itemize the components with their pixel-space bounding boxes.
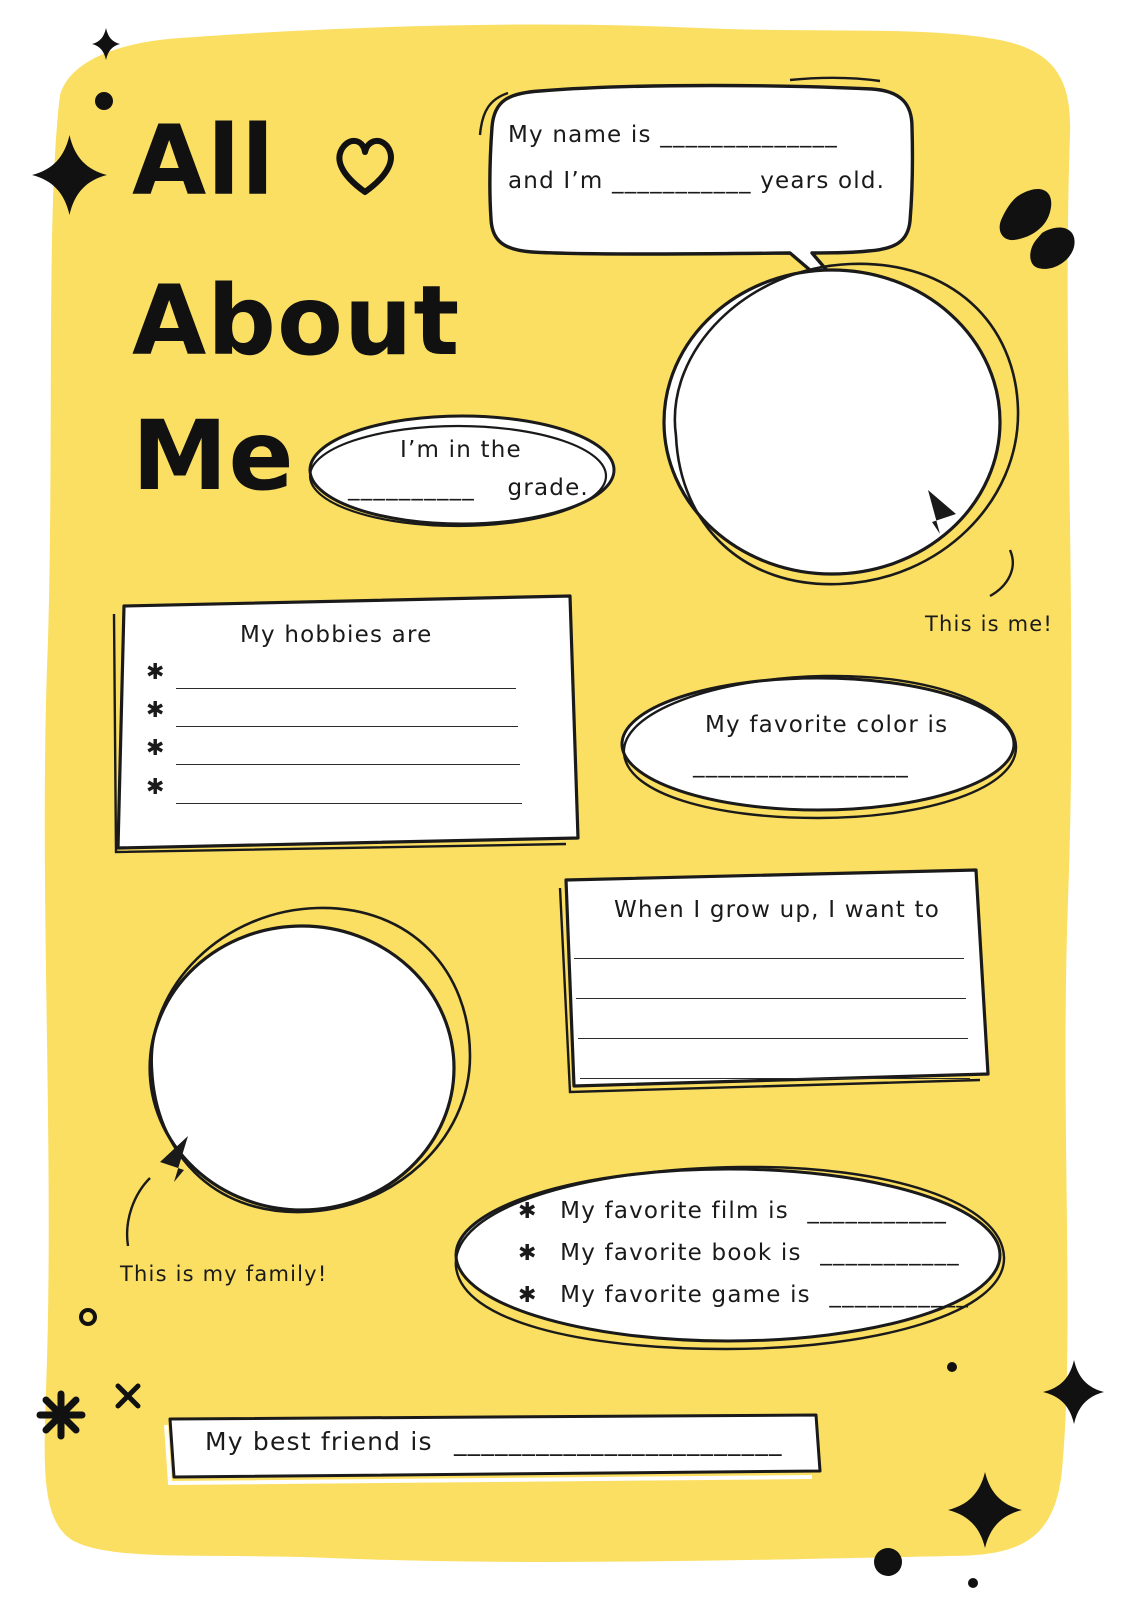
hobbies-heading: My hobbies are [240, 622, 433, 648]
name-label: My name is [508, 122, 652, 148]
age-blank[interactable]: ___________ [612, 168, 752, 194]
favorite-game-blank[interactable]: ___________ [829, 1282, 970, 1308]
favorites-item-3 [518, 1282, 969, 1308]
grow-up-line-4[interactable] [580, 1078, 970, 1079]
asterisk-icon: ✱ [146, 775, 165, 800]
hobbies-line-4[interactable] [176, 803, 522, 804]
name-bubble-line2 [508, 168, 885, 194]
grade-line1: I’m in the [400, 437, 522, 463]
photo-me-caption: This is me! [925, 612, 1054, 636]
hobbies-line-3[interactable] [176, 764, 520, 765]
name-bubble-line1 [508, 122, 838, 148]
photo-family-caption: This is my family! [120, 1262, 328, 1286]
favorite-film-blank[interactable]: ___________ [807, 1198, 948, 1224]
asterisk-icon: ✱ [146, 660, 165, 685]
name-blank[interactable]: ______________ [660, 122, 839, 148]
asterisk-icon: ✱ [518, 1199, 538, 1224]
age-prefix-label: and I’m [508, 168, 604, 194]
best-friend-row [205, 1427, 783, 1456]
grade-line2 [348, 475, 589, 501]
favorite-color-blank[interactable]: _________________ [693, 752, 909, 778]
hobbies-line-1[interactable] [176, 688, 516, 689]
age-suffix-label: years old. [760, 168, 886, 194]
asterisk-icon: ✱ [518, 1241, 538, 1266]
asterisk-icon: ✱ [146, 698, 165, 723]
favorite-book-label: My favorite book is [560, 1240, 802, 1266]
asterisk-icon: ✱ [518, 1283, 538, 1308]
grade-suffix-label: grade. [507, 475, 589, 501]
arrow-icon [127, 1136, 188, 1246]
grade-blank[interactable]: __________ [348, 475, 475, 501]
grow-up-line-2[interactable] [576, 998, 966, 999]
photo-me-frame[interactable] [640, 250, 1040, 650]
page-title-line3: Me [132, 400, 295, 512]
favorite-film-label: My favorite film is [560, 1198, 789, 1224]
favorite-book-blank[interactable]: ___________ [820, 1240, 960, 1266]
favorite-color-shape [610, 668, 1030, 828]
best-friend-blank[interactable]: ________________________ [453, 1427, 783, 1456]
favorite-color-heading: My favorite color is [705, 712, 949, 738]
hobbies-line-2[interactable] [176, 726, 518, 727]
grade-oval-shape [300, 408, 630, 538]
grow-up-line-3[interactable] [578, 1038, 968, 1039]
page-title-line2: About [132, 265, 461, 377]
favorite-game-label: My favorite game is [560, 1282, 811, 1308]
favorites-item-2 [518, 1240, 960, 1266]
heart-icon [330, 130, 400, 200]
asterisk-icon: ✱ [146, 736, 165, 761]
grow-up-heading: When I grow up, I want to [614, 897, 940, 923]
best-friend-label: My best friend is [205, 1427, 433, 1456]
photo-family-frame[interactable] [130, 880, 490, 1240]
page-title-line1: All [132, 105, 276, 217]
grow-up-box-shape [548, 858, 1008, 1108]
favorites-item-1 [518, 1198, 947, 1224]
grow-up-line-1[interactable] [574, 958, 964, 959]
